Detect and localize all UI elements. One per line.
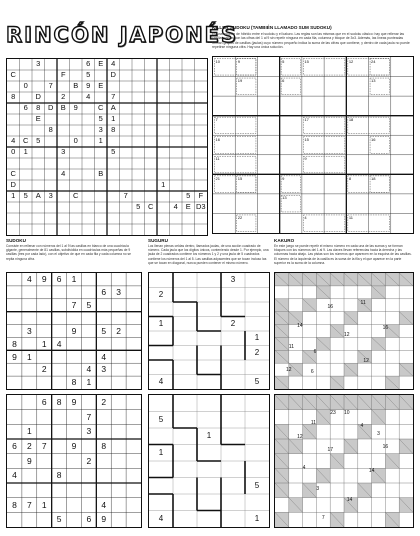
suguru-cell: 5 — [158, 414, 164, 424]
cage-sum: 16 — [371, 136, 376, 142]
hex-sudoku-cell: 1 — [11, 191, 16, 200]
sudoku-cell: 3 — [101, 364, 107, 375]
hex-sudoku-cell: 5 — [136, 202, 141, 211]
hex-sudoku-cell: D — [35, 92, 41, 101]
hex-sudoku-cell: 4 — [86, 92, 91, 101]
kakuro-clue: 10 — [344, 409, 350, 416]
suguru-cell: 5 — [254, 376, 260, 386]
hex-sudoku-cell: C — [10, 169, 16, 178]
killer-sudoku-title: KILLER SUDOKU (TAMBIÉN LLAMADO SUM SUDOKU) — [212, 25, 332, 30]
kakuro-clue: 11 — [360, 299, 366, 306]
sudoku-cell: 1 — [71, 274, 77, 285]
sudoku-cell: 2 — [26, 441, 32, 452]
sudoku-cell: 7 — [26, 499, 32, 510]
suguru-cell: 1 — [254, 333, 260, 343]
suguru-cell: 1 — [158, 447, 164, 457]
sudoku-cell: 8 — [12, 499, 17, 510]
suguru-cell: 4 — [158, 513, 164, 523]
sudoku-cell: 7 — [41, 441, 47, 452]
sudoku-cell: 6 — [41, 397, 47, 408]
sudoku-cell: 5 — [56, 514, 62, 525]
sudoku-cell: 4 — [56, 338, 62, 349]
hex-sudoku-cell: 5 — [36, 136, 41, 145]
hex-sudoku-cell: 3 — [61, 147, 66, 156]
kakuro-grid-bottom — [274, 394, 414, 528]
kakuro-clue: 11 — [310, 420, 317, 427]
cage-sum: 5 — [282, 58, 285, 64]
hex-sudoku-cell: 0 — [73, 136, 78, 145]
cage-sum: 15 — [237, 175, 243, 181]
hex-sudoku-cell: A — [110, 103, 116, 112]
sudoku-cell: 1 — [41, 499, 47, 510]
hex-sudoku-cell: 4 — [11, 136, 16, 145]
kakuro-clue: 6 — [313, 348, 317, 355]
hex-sudoku-cell: 5 — [98, 114, 103, 123]
cage-sum: 18 — [371, 175, 376, 181]
cage-sum: 18 — [348, 117, 354, 123]
hex-sudoku-cell: 9 — [86, 81, 91, 90]
hex-sudoku-cell: 1 — [23, 147, 28, 156]
hex-sudoku-cell: 8 — [48, 125, 53, 134]
sudoku-cell: 9 — [71, 325, 77, 336]
sudoku-cell: 6 — [86, 514, 92, 525]
hex-sudoku-cell: A — [35, 191, 41, 200]
hex-sudoku-cell: 8 — [11, 92, 16, 101]
kakuro-clue: 12 — [344, 332, 350, 339]
suguru-cell: 2 — [158, 289, 164, 299]
hex-sudoku-cell: C — [10, 70, 16, 79]
cage-sum: 24 — [371, 58, 376, 64]
sudoku-cell: 7 — [71, 299, 77, 310]
killer-sudoku-description: Es una especie de híbrido entre el sudoku y el kakuro. Las reglas son las mismas que en el sudoku clásico: hay que rellenar las casillas vacías con las cifras del 1 al 9 sin repetir ninguna en cada fila, columna y bloque de 3x3. Además, las líneas punteadas forman grupos de casillas (jaulas) cuyo número pequeño indica la suma de las cifras que contiene, y dentro de cada jaula no puede repetirse ninguna cifra. Hay una única solución. — [212, 32, 410, 50]
cage-sum: 21 — [215, 175, 220, 181]
grid-lines — [213, 57, 413, 233]
sudoku-cell: 3 — [86, 426, 92, 437]
suguru-cell: 5 — [254, 480, 260, 490]
sudoku-cell: 8 — [71, 377, 77, 388]
sudoku-cell: 1 — [41, 338, 47, 349]
sudoku-cell: 9 — [12, 351, 17, 362]
cage-sum: 4 — [304, 214, 307, 220]
kakuro-clue: 14 — [346, 496, 353, 503]
suguru-section-title: SUGURU — [148, 238, 168, 243]
cage-sum: 9 — [237, 58, 240, 64]
cage-sum: 12 — [348, 58, 354, 64]
sudoku-cell: 2 — [101, 397, 107, 408]
grid-lines — [275, 273, 413, 389]
hex-sudoku-cell: 3 — [98, 125, 103, 134]
kakuro-clue: 4 — [302, 465, 306, 472]
hex-sudoku-cell: F — [198, 191, 204, 200]
sudoku-cell: 9 — [41, 274, 47, 285]
suguru-cell: 1 — [206, 431, 212, 441]
kakuro-clue: 14 — [297, 323, 303, 330]
hex-sudoku-cell: 6 — [23, 103, 28, 112]
kakuro-clue: 12 — [297, 433, 303, 440]
suguru-cell: 2 — [230, 318, 236, 328]
hex-sudoku-cell: 7 — [48, 81, 53, 90]
sudoku-cell: 8 — [56, 397, 62, 408]
hex-sudoku-cell: C — [73, 191, 79, 200]
cage-sum: 11 — [348, 214, 353, 220]
hex-sudoku-cell: 8 — [36, 103, 41, 112]
kakuro-clue: 11 — [288, 343, 294, 350]
sudoku-section-title: SUDOKU — [6, 238, 26, 243]
suguru-grid-bottom — [148, 394, 270, 528]
kakuro-clue: 16 — [382, 325, 389, 332]
hex-sudoku-cell: 1 — [98, 136, 103, 145]
hex-sudoku-cell: 5 — [111, 147, 116, 156]
killer-sudoku-grid — [212, 56, 414, 234]
sudoku-cell: 8 — [12, 338, 17, 349]
cage-sum: 11 — [215, 156, 220, 162]
suguru-section-description: Los llenan plenas celdas dentro, llamados jaulas, de una acción cuadrado de número. Cada jaula que los dígitos únicos, conteniendo desde 1. Por ejemplo, una jaula de 2 cuadrados contiene los números 1 y 2 y una jaula de 5 cuadrados contiene los números del 1 al 5. Las casillas adyacentes que se tocan incluso las que se tocan en diagonal, nunca pueden contener el mismo número. — [148, 244, 269, 265]
kakuro-grid-top — [274, 272, 414, 390]
sudoku-grid-top — [6, 272, 142, 390]
hex-sudoku-cell: 4 — [111, 59, 116, 68]
hex-sudoku-cell: 6 — [86, 59, 91, 68]
hex-sudoku-cell: 3 — [48, 191, 53, 200]
kakuro-clue: 17 — [327, 446, 333, 453]
sudoku-cell: 9 — [71, 441, 77, 452]
hex-sudoku-cell: D — [110, 70, 116, 79]
suguru-grid-top — [148, 272, 270, 390]
hex-sudoku-cell: 7 — [111, 92, 116, 101]
cage-sum: 9 — [282, 175, 285, 181]
hex-sudoku-cell: F — [60, 70, 66, 79]
hex-sudoku-cell: 8 — [111, 125, 116, 134]
sudoku-cell: 3 — [26, 325, 32, 336]
cage-sum: 19 — [237, 78, 243, 84]
hex-sudoku-cell: 1 — [111, 114, 116, 123]
suguru-cell: 4 — [158, 376, 164, 386]
hex-sudoku-cell: B — [60, 103, 66, 112]
kakuro-clue: 12 — [286, 367, 292, 374]
page-title: RINCÓN JAPONÉS — [6, 23, 239, 47]
sudoku-cell: 4 — [86, 364, 92, 375]
kakuro-section-description: En este juego se puede repetir el mismo número en cada una de las sumas y se forman bloques con los números del 1 al 9. Las claves llevan referencias hacia la derecha y las columnas hacia abajo. Las pistas son los números que aparecen en la esquina de las casillas. El número de la izquierda de la casilla es la suma de la fila y el que aparece en la parte superior es la suma de la columna. — [274, 244, 412, 265]
hex-sudoku-cell: 5 — [86, 70, 91, 79]
hex-sudoku-cell: D3 — [195, 202, 206, 211]
hex-sudoku-cell: B — [98, 169, 104, 178]
hex-sudoku-cell: C — [23, 136, 29, 145]
hex-sudoku-cell: 5 — [186, 191, 191, 200]
cage-sum: 7 — [215, 117, 218, 123]
cage-sum: 6 — [282, 78, 285, 84]
cage-sum: 9 — [304, 156, 307, 162]
suguru-cell: 1 — [158, 318, 164, 328]
hex-sudoku-cell: 7 — [123, 191, 128, 200]
cage-sum: 10 — [215, 58, 220, 64]
sudoku-cell: 5 — [86, 299, 92, 310]
kakuro-clue: 16 — [382, 444, 389, 451]
kakuro-clue: 14 — [368, 467, 375, 474]
sudoku-cell: 9 — [26, 455, 32, 466]
sudoku-cell: 6 — [12, 441, 17, 452]
suguru-cell: 1 — [254, 513, 260, 523]
hex-sudoku-grid — [6, 58, 208, 236]
sudoku-cell: 4 — [101, 499, 107, 510]
sudoku-cell: 1 — [86, 377, 92, 388]
hex-sudoku-cell: 0 — [11, 147, 16, 156]
kakuro-clue: 3 — [316, 486, 320, 493]
sudoku-cell: 4 — [12, 470, 17, 481]
sudoku-cell: 5 — [101, 325, 107, 336]
suguru-cell: 2 — [254, 347, 260, 357]
hex-sudoku-cell: E — [35, 114, 41, 123]
hex-sudoku-cell: E — [185, 202, 191, 211]
sudoku-cell: 4 — [26, 274, 32, 285]
kakuro-section-title: KAKURO — [274, 238, 295, 243]
sudoku-cell: 3 — [116, 287, 122, 298]
hex-sudoku-cell: B — [73, 81, 79, 90]
kakuro-clue: 16 — [327, 304, 333, 311]
sudoku-cell: 1 — [26, 426, 32, 437]
sudoku-cell: 8 — [101, 441, 107, 452]
hex-sudoku-cell: C — [98, 103, 104, 112]
sudoku-cell: 2 — [86, 455, 92, 466]
cage-sum: 13 — [371, 78, 376, 84]
hex-sudoku-cell: E — [98, 59, 104, 68]
hex-sudoku-cell: 4 — [173, 202, 178, 211]
cage-sum: 13 — [282, 195, 287, 201]
sudoku-cell: 1 — [26, 351, 32, 362]
cage-sum: 16 — [215, 136, 220, 142]
cage-sum: 15 — [304, 58, 309, 64]
sudoku-cell: 6 — [56, 274, 62, 285]
cage-sum: 15 — [304, 136, 309, 142]
hex-sudoku-cell: 9 — [73, 103, 78, 112]
hex-sudoku-cell: 2 — [61, 92, 66, 101]
suguru-cell: 3 — [230, 275, 236, 285]
sudoku-section-description: Consiste en rellenar con números del 1 al 9 las casillas en blanco de una cuadrícula gigante, generalmente de 81 casillas, subdividida en cuadrículas más pequeñas de 9 casillas (tres por cada lado), con el objetivo de que en cada fila y cada columna no se repita ninguna cifra. — [6, 244, 131, 261]
kakuro-clue: 23 — [330, 409, 336, 416]
hex-sudoku-cell: D — [10, 180, 16, 189]
hex-sudoku-cell: C — [148, 202, 154, 211]
hex-sudoku-cell: 0 — [23, 81, 28, 90]
hex-sudoku-cell: D — [48, 103, 54, 112]
sudoku-cell: 6 — [101, 287, 107, 298]
sudoku-cell: 8 — [56, 470, 62, 481]
kakuro-clue: 12 — [363, 357, 369, 364]
sudoku-cell: 9 — [101, 514, 107, 525]
sudoku-cell: 2 — [41, 364, 47, 375]
sudoku-cell: 2 — [116, 325, 122, 336]
sudoku-cell: 4 — [101, 351, 107, 362]
sudoku-cell: 9 — [71, 397, 77, 408]
hex-sudoku-cell: 3 — [36, 59, 41, 68]
cage-sum: 17 — [304, 117, 309, 123]
cage-sum: 8 — [348, 175, 352, 181]
sudoku-cell: 7 — [86, 411, 92, 422]
hex-sudoku-cell: 1 — [161, 180, 166, 189]
sudoku-grid-bottom — [6, 394, 142, 528]
hex-sudoku-cell: E — [98, 81, 104, 90]
hex-sudoku-cell: 5 — [23, 191, 28, 200]
kakuro-clue: 6 — [310, 369, 314, 376]
cage-sum: 22 — [237, 214, 243, 220]
kakuro-clue: 7 — [321, 515, 325, 522]
kakuro-clue: 3 — [377, 430, 380, 437]
hex-sudoku-cell: 4 — [61, 169, 66, 178]
kakuro-clue: 4 — [360, 423, 364, 430]
